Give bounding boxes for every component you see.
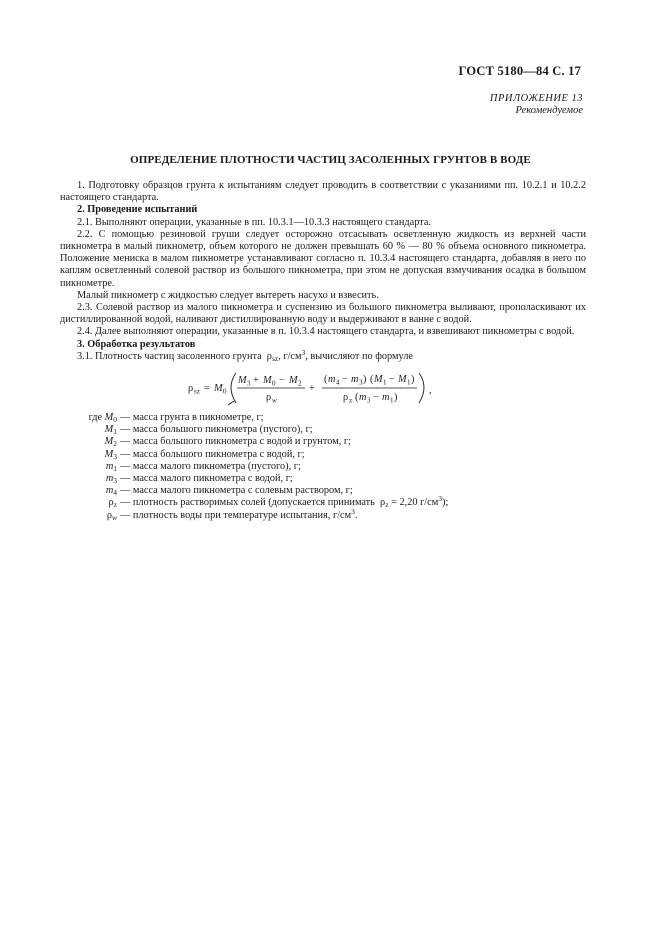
appendix-number: ПРИЛОЖЕНИЕ 13 (489, 93, 583, 104)
appendix-label (490, 93, 583, 117)
definition-M3: $M_3$ — масса большого пикнометра с водой, г; (60, 449, 586, 461)
svg-text:=: = (204, 383, 210, 395)
paragraph-2-3: 2.3. Солевой раствор из малого пикнометра и суспензию из большого пикнометра выливают, прополаскивают их дистиллированной водой, наливают дистиллированную воду и выдерживают в ванне с водой. (60, 302, 586, 326)
definition-m3: $m_3$ — масса малого пикнометра с водой, г; (60, 473, 586, 485)
svg-text:(: ( (324, 374, 328, 386)
definition-rho-z: $\rho_z$ — плотность растворимых солей (допускается принимать $\rho_z = 2,20$ $г/см^3$); (108, 494, 449, 510)
svg-text:−: − (279, 375, 285, 387)
svg-text:0: 0 (272, 379, 276, 388)
definition-m1-text: — масса малого пикнометра (пустого), г; (120, 460, 301, 472)
definition-m3-text: — масса малого пикнометра с водой, г; (120, 473, 293, 485)
svg-text:3: 3 (367, 396, 371, 405)
svg-text:M: M (398, 374, 407, 386)
definition-M1-text: — масса большого пикнометра (пустого), г; (120, 424, 313, 436)
paragraph-3-1: 3.1. Плотность частиц засоленного грунта $\rho_{sz}$, $г/см^3$, вычисляют по формуле (77, 347, 413, 363)
definition-rho-z-text: — плотность растворимых солей (допускается принимать (120, 497, 375, 509)
svg-text:): ) (411, 374, 415, 386)
svg-text:sz: sz (194, 387, 200, 396)
document-body (60, 180, 586, 522)
svg-text:): ) (394, 392, 398, 404)
svg-text:m: m (328, 374, 336, 386)
definition-rho-w-end: . (354, 509, 358, 521)
svg-text:+: + (253, 375, 259, 387)
symbol-definitions (60, 412, 586, 522)
definition-M3-text: — масса большого пикнометра с водой, г; (120, 448, 305, 460)
definitions-lead: где (88, 412, 103, 424)
appendix-status: Рекомендуемое (515, 105, 583, 116)
svg-text:3: 3 (359, 378, 363, 387)
paragraph-2-1: 2.1. Выполняют операции, указанные в пп. 10.3.1—10.3.3 настоящего стандарта. (77, 216, 431, 228)
svg-text:ρ: ρ (343, 392, 349, 404)
svg-text:M: M (374, 374, 383, 386)
definition-rho-w-text: — плотность воды при температуре испытания, г/см (120, 509, 352, 521)
svg-text:+: + (309, 383, 315, 395)
svg-text:): ) (363, 374, 367, 386)
document-title: ОПРЕДЕЛЕНИЕ ПЛОТНОСТИ ЧАСТИЦ ЗАСОЛЕННЫХ ГРУНТОВ В ВОДЕ (130, 154, 531, 166)
svg-text:(: ( (370, 374, 374, 386)
svg-text:−: − (342, 374, 348, 386)
section-heading-3: 3. Обработка результатов (77, 338, 196, 350)
svg-text:z: z (349, 396, 353, 405)
definition-M1: $M_1$ — масса большого пикнометра (пустого), г; (60, 424, 586, 436)
definition-rho-w: $\rho_w$ — плотность воды при температуре испытания, $г/см^3$. (106, 506, 358, 522)
svg-text:(: ( (355, 392, 359, 404)
svg-text:0: 0 (223, 387, 227, 396)
formula-graphic (60, 365, 586, 409)
definition-rho-z-end: ); (442, 497, 449, 509)
svg-text:M: M (238, 375, 247, 387)
definition-M0: где $M_0$ — масса грунта в пикнометре, г; (60, 412, 586, 424)
definition-rho-z-value: = 2,20 г/см (391, 497, 439, 509)
svg-text:−: − (373, 392, 379, 404)
svg-text:1: 1 (383, 378, 387, 387)
svg-text:m: m (359, 392, 367, 404)
paragraph-2-4: 2.4. Далее выполняют операции, указанные в п. 10.3.4 настоящего стандарта, и взвешивают пикнометры с водой. (77, 326, 575, 338)
svg-text:4: 4 (336, 378, 340, 387)
section-heading-2: 2. Проведение испытаний (77, 204, 198, 216)
svg-text:1: 1 (390, 396, 394, 405)
paragraph-3-1-text-c: , вычисляют по формуле (305, 350, 413, 362)
definition-m4-text: — масса малого пикнометра с солевым раствором, г; (120, 485, 353, 497)
definition-M0-text: — масса грунта в пикнометре, г; (120, 412, 264, 424)
paragraph-2-2: 2.2. С помощью резиновой груши следует осторожно отсасывать осветленную жидкость из верхней части пикнометра в малый пикнометр, объем которого не должен превышать 60 % — 80 % объема основного пикнометра. Положение мениска в малом пикнометре устанавливают согласно п. 10.3.4 настоящего стандарта, добавляя в него по каплям осветленный солевой раствор из большого пикнометра, при этом не допуская взмучивания осадка в большом пикнометре. (60, 228, 586, 289)
paragraph-1: 1. Подготовку образцов грунта к испытаниям следует проводить в соответствии с указаниями пп. 10.2.1 и 10.2.2 настоящего стандарта. (60, 180, 586, 204)
paragraph-2-2b: Малый пикнометр с жидкостью следует вытереть насухо и взвесить. (77, 289, 379, 301)
definition-m1: $m_1$ — масса малого пикнометра (пустого), г; (60, 461, 586, 473)
svg-text:m: m (382, 392, 390, 404)
svg-text:M: M (214, 383, 223, 395)
paragraph-3-1-text-b: , г/см (278, 350, 302, 362)
svg-text:3: 3 (247, 379, 251, 388)
definition-M2-text: — масса большого пикнометра с водой и грунтом, г; (120, 436, 351, 448)
svg-text:2: 2 (298, 379, 302, 388)
paragraph-3-1-text-a: 3.1. Плотность частиц засоленного грунта (77, 350, 262, 362)
svg-text:1: 1 (407, 378, 411, 387)
definition-m4: $m_4$ — масса малого пикнометра с солевым раствором, г; (60, 485, 586, 497)
svg-text:ρ: ρ (188, 383, 194, 395)
svg-text:w: w (272, 396, 277, 405)
definition-M2: $M_2$ — масса большого пикнометра с водой и грунтом, г; (60, 436, 586, 448)
svg-text:M: M (263, 375, 272, 387)
svg-text:,: , (429, 385, 432, 397)
svg-text:ρ: ρ (266, 392, 272, 404)
svg-text:M: M (289, 375, 298, 387)
density-formula (60, 365, 586, 409)
svg-text:m: m (351, 374, 359, 386)
svg-text:−: − (389, 374, 395, 386)
standard-reference: ГОСТ 5180—84 С. 17 (458, 64, 581, 78)
